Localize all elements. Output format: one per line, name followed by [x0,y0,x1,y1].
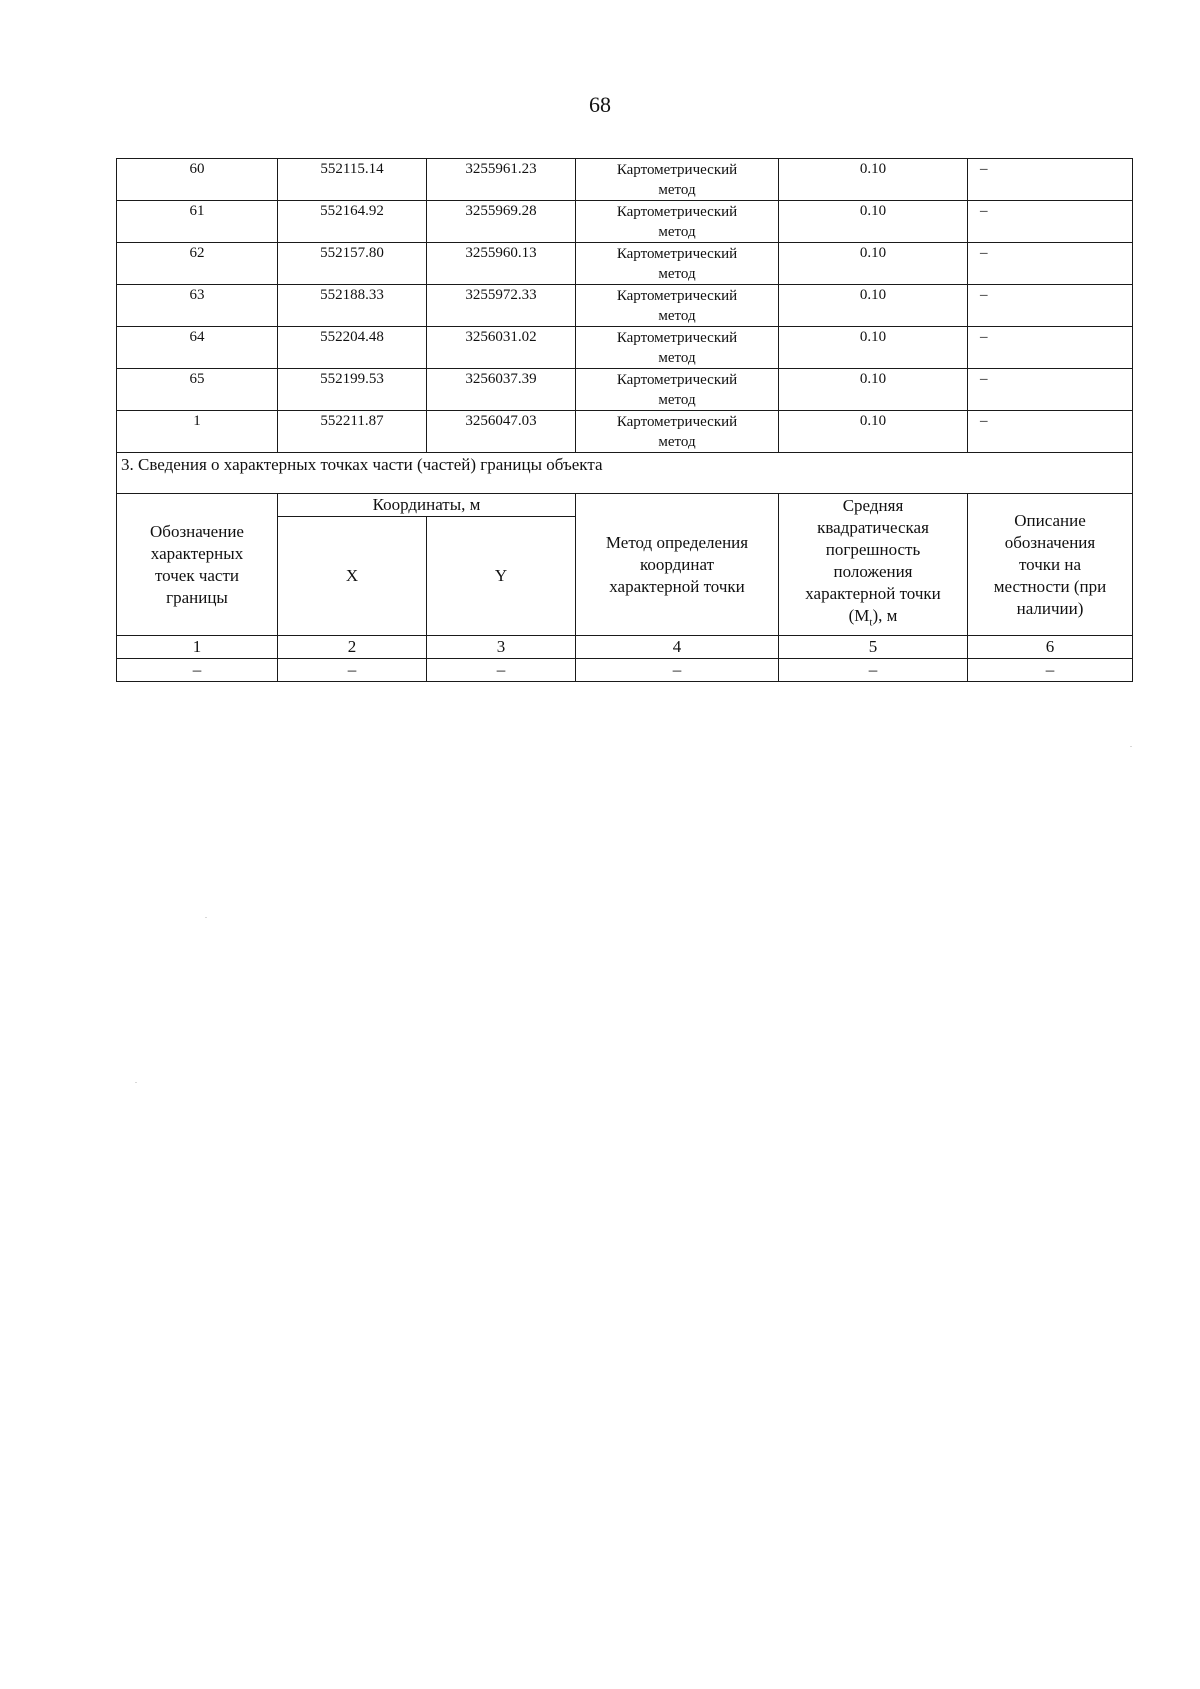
empty-cell: – [576,659,779,682]
y-cell: 3255960.13 [427,243,576,285]
description-cell: – [968,327,1133,369]
description-cell: – [968,243,1133,285]
section3-block [117,453,1133,682]
method-line: метод [658,224,696,240]
method-line: Картометрический [616,330,738,346]
y-cell: 3256037.39 [427,369,576,411]
boundary-point-row [117,327,1133,369]
description-cell: – [968,411,1133,453]
boundary-point-row [117,159,1133,201]
column-number: 3 [427,636,576,659]
column-number: 1 [117,636,278,659]
x-cell: 552164.92 [278,201,427,243]
header-method: Метод определения координат характерной точки [576,494,779,636]
y-cell: 3256031.02 [427,327,576,369]
error-cell: 0.10 [779,159,968,201]
scan-speck [1130,746,1132,747]
x-cell: 552115.14 [278,159,427,201]
method-line: метод [658,350,696,366]
column-numbers-row [117,636,1133,659]
method-line: метод [658,266,696,282]
x-cell: 552188.33 [278,285,427,327]
x-cell: 552199.53 [278,369,427,411]
point-cell: 63 [117,285,278,327]
y-cell: 3255961.23 [427,159,576,201]
page-number: 68 [589,92,611,117]
point-cell: 61 [117,201,278,243]
method-line: Картометрический [616,204,738,220]
section3-title-row [117,453,1133,494]
error-cell: 0.10 [779,285,968,327]
error-cell: 0.10 [779,201,968,243]
x-cell: 552204.48 [278,327,427,369]
method-line: Картометрический [616,414,738,430]
method-line: Картометрический [616,162,738,178]
point-cell: 62 [117,243,278,285]
description-cell: – [968,369,1133,411]
empty-cell: – [278,659,427,682]
description-cell: – [968,201,1133,243]
header-error-symbol: $(M_t)$, м [848,606,898,629]
empty-data-row [117,659,1133,682]
section3-title: 3. Сведения о характерных точках части (частей) границы объекта [117,453,1133,494]
method-line: Картометрический [616,372,738,388]
error-cell: 0.10 [779,411,968,453]
empty-cell: – [427,659,576,682]
method-line: метод [658,434,696,450]
scan-speck [135,1082,137,1083]
method-line: метод [658,392,696,408]
method-cell [576,201,779,243]
boundary-point-row [117,201,1133,243]
boundary-points-table [116,158,1133,682]
method-cell [576,159,779,201]
method-line: Картометрический [616,288,738,304]
header-error: Средняя квадратическая погрешность положения характерной точки $(M_t)$, м [779,494,968,636]
description-cell: – [968,285,1133,327]
x-cell: 552157.80 [278,243,427,285]
point-cell: 1 [117,411,278,453]
column-number: 4 [576,636,779,659]
point-cell: 64 [117,327,278,369]
method-cell [576,285,779,327]
method-line: метод [658,308,696,324]
x-cell: 552211.87 [278,411,427,453]
empty-cell: – [117,659,278,682]
boundary-point-row [117,411,1133,453]
y-cell: 3255969.28 [427,201,576,243]
error-cell: 0.10 [779,327,968,369]
empty-cell: – [968,659,1133,682]
description-cell: – [968,159,1133,201]
boundary-point-row [117,285,1133,327]
boundary-points-body [117,159,1133,453]
error-cell: 0.10 [779,243,968,285]
point-cell: 60 [117,159,278,201]
boundary-point-row [117,369,1133,411]
header-coordinates: Координаты, м [278,494,576,517]
y-cell: 3255972.33 [427,285,576,327]
empty-cell: – [779,659,968,682]
column-number: 2 [278,636,427,659]
method-line: метод [658,182,696,198]
method-line: Картометрический [616,246,738,262]
method-cell [576,243,779,285]
scan-speck [205,917,207,918]
method-cell [576,411,779,453]
header-x: X [278,517,427,636]
method-cell [576,327,779,369]
point-cell: 65 [117,369,278,411]
section3-header-row [117,494,1133,517]
column-number: 6 [968,636,1133,659]
header-designation: Обозначение характерных точек части границы [117,494,278,636]
boundary-point-row [117,243,1133,285]
method-cell [576,369,779,411]
y-cell: 3256047.03 [427,411,576,453]
header-y: Y [427,517,576,636]
column-number: 5 [779,636,968,659]
header-description: Описание обозначения точки на местности (при наличии) [968,494,1133,636]
error-cell: 0.10 [779,369,968,411]
